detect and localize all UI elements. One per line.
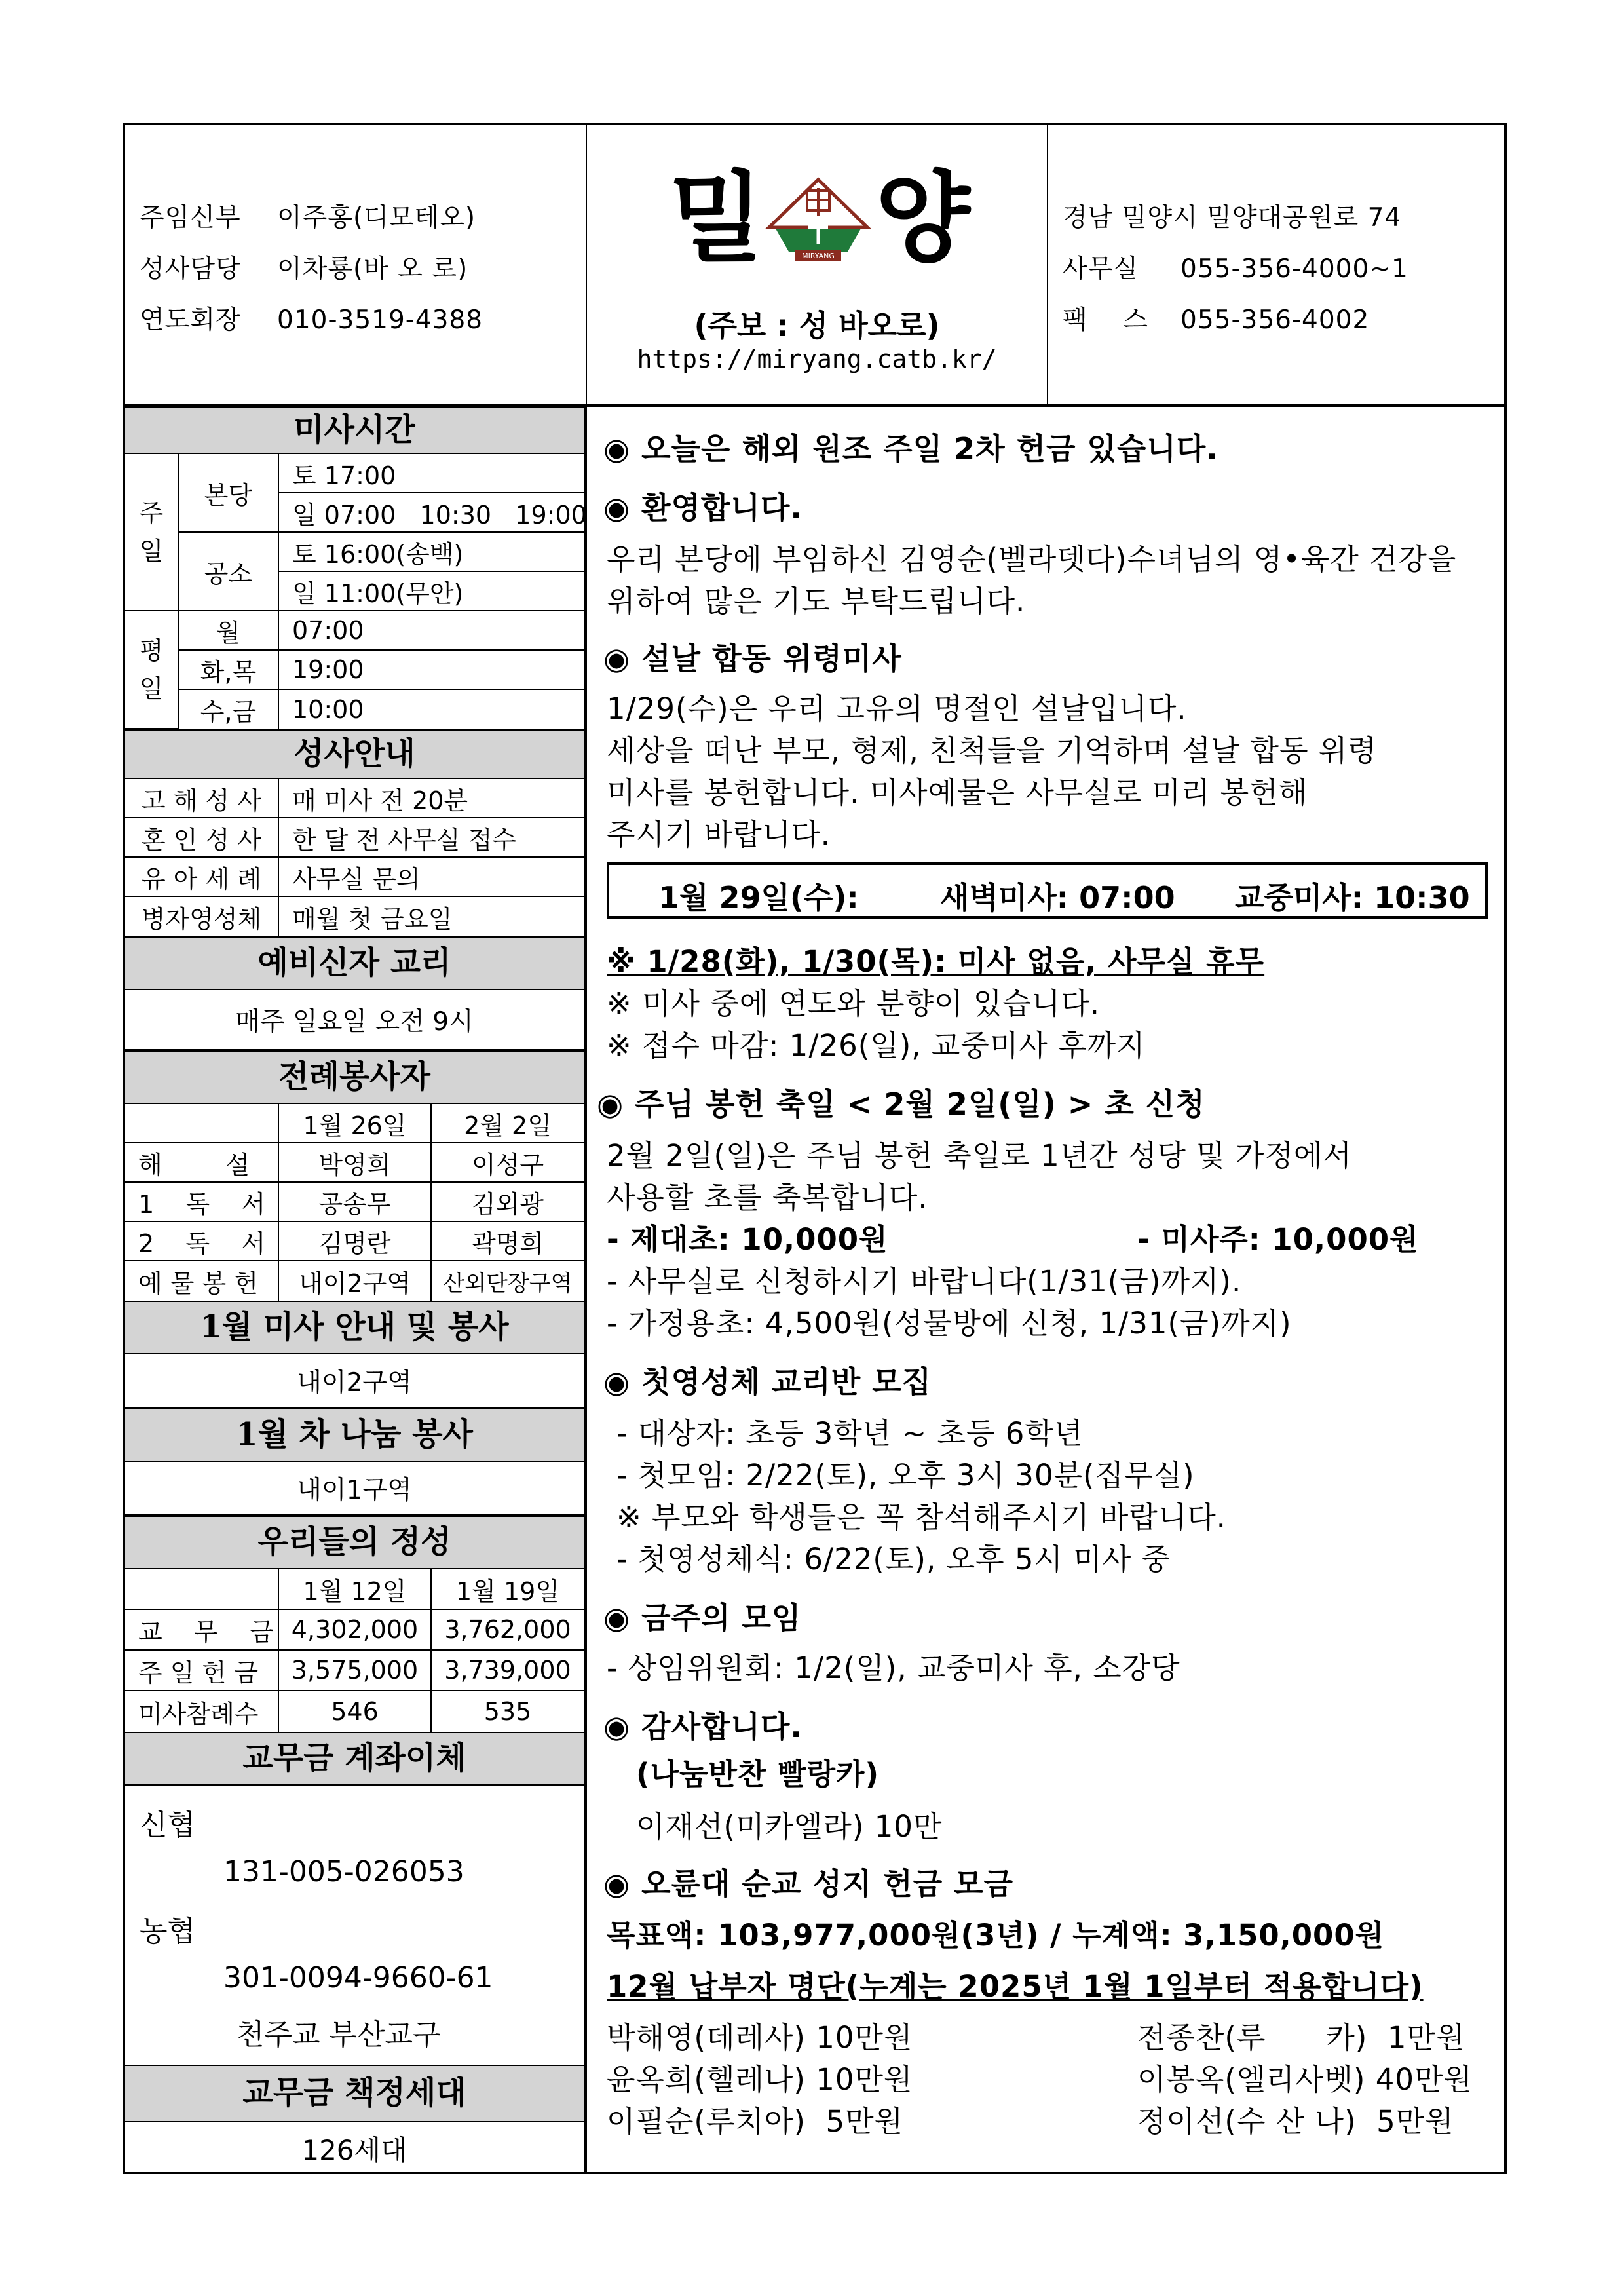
news-7-line-2: 이재선(미카엘라) 10만 (636, 1809, 943, 1844)
liturgy-b-2: 김외광 (432, 1183, 584, 1222)
weekday-time-3: 10:00 (292, 695, 364, 724)
clergy-value-2: 이차룡(바 오 로) (277, 254, 468, 284)
liturgy-role-2: 1 독 서 (125, 1183, 279, 1222)
liturgy-a-3: 김명란 (279, 1222, 432, 1261)
website-url[interactable]: https://miryang.catb.kr/ (637, 345, 997, 373)
weekday-time-1: 07:00 (279, 611, 584, 651)
offering-date-2: 1월 19일 (432, 1569, 584, 1610)
news-6-line-1: - 상임위원회: 1/2(일), 교중미사 후, 소강당 (607, 1651, 1180, 1685)
clergy-label-3: 연도회장 (140, 305, 241, 335)
news-2-line-1: 우리 본당에 부임하신 김영순(벨라뎃다)수녀님의 영•육간 건강을 (607, 542, 1457, 577)
news-3-note-2: ※ 미사 중에 연도와 분향이 있습니다. (607, 986, 1101, 1021)
news-3-title: 설날 합동 위령미사 (641, 641, 902, 676)
weekday-day-2: 화,목 (179, 651, 279, 690)
news-3-line-2: 세상을 떠난 부모, 형제, 친척들을 기억하며 설날 합동 위령 (607, 733, 1377, 768)
news-5-line-1: - 대상자: 초등 3학년 ~ 초등 6학년 (616, 1416, 1084, 1451)
sacrament-value-4: 매월 첫 금요일 (292, 904, 453, 934)
offering-b-2: 3,739,000 (432, 1651, 584, 1691)
news-4-line-2: 사용할 초를 축복합니다. (607, 1180, 928, 1215)
news-3-line-1: 1/29(수)은 우리 고유의 명절인 설날입니다. (607, 691, 1187, 726)
news-item-2 (603, 484, 803, 527)
fax-number: 055-356-4002 (1180, 305, 1370, 335)
office-phone: 055-356-4000~1 (1180, 254, 1408, 284)
offering-a-1: 4,302,000 (279, 1610, 432, 1651)
box-dawn-mass: 새벽미사: 07:00 (940, 880, 1175, 915)
liturgy-b-3: 곽명희 (432, 1222, 584, 1261)
news-2-line-2: 위하여 많은 기도 부탁드립니다. (607, 584, 1026, 619)
donor-1-1: 박해영(데레사) 10만원 (607, 2020, 913, 2055)
donor-3-1: 이필순(루치아) 5만원 (607, 2104, 904, 2139)
title-mil: 밀 (669, 162, 764, 276)
account-1: 131-005-026053 (223, 1855, 464, 1888)
news-8-goal: 목표액: 103,977,000원(3년) / 누계액: 3,150,000원 (607, 1918, 1385, 1953)
mass-time-sun-mission: 일 11:00(무안) (279, 572, 584, 611)
offering-label-1: 교 무 금 (125, 1610, 279, 1651)
sacrament-label-3: 유 아 세 례 (125, 858, 279, 897)
sacrament-value-2: 한 달 전 사무실 접수 (279, 818, 584, 858)
liturgy-heading: 전례봉사자 (125, 1050, 584, 1104)
sacrament-label-1: 고 해 성 사 (125, 779, 279, 818)
bulletin-page (123, 123, 1507, 2174)
liturgy-b-1: 이성구 (432, 1143, 584, 1183)
title-yang: 양 (875, 162, 970, 276)
tea-heading: 1월 차 나눔 봉사 (125, 1408, 584, 1462)
catechumen-schedule: 매주 일요일 오전 9시 (125, 990, 584, 1050)
offering-b-3: 535 (483, 1697, 532, 1726)
news-5-line-4: - 첫영성체식: 6/22(토), 오후 5시 미사 중 (616, 1542, 1171, 1577)
news-5-title: 첫영성체 교리반 모집 (641, 1364, 932, 1400)
news-5-line-3: ※ 부모와 학생들은 꼭 참석해주시기 바랍니다. (616, 1500, 1226, 1535)
news-4-line-5: - 가정용초: 4,500원(성물방에 신청, 1/31(금)까지) (607, 1306, 1292, 1341)
news-column (587, 407, 1504, 2172)
liturgy-date-1: 1월 26일 (279, 1104, 432, 1143)
news-5-line-2: - 첫모임: 2/22(토), 오후 3시 30분(집무실) (616, 1458, 1195, 1493)
clergy-value-1: 이주홍(디모테오) (277, 203, 476, 233)
logo-text: MIRYANG (802, 252, 835, 260)
header-contact (1048, 125, 1504, 404)
weekday-label: 평 일 (125, 611, 179, 729)
liturgy-b-4: 산외단장구역 (443, 1270, 573, 1297)
sunday-label: 주 일 (125, 454, 179, 611)
offering-a-3: 546 (279, 1691, 432, 1732)
liturgy-role-4: 예 물 봉 헌 (125, 1261, 279, 1301)
mass-time-sat-mission: 토 16:00(송백) (279, 533, 584, 572)
sacrament-label-2: 혼 인 성 사 (125, 818, 279, 858)
header-title (587, 125, 1048, 404)
office-label: 사무실 (1063, 254, 1139, 284)
news-item-3 (603, 635, 902, 678)
mass-place-mission: 공소 (179, 533, 279, 611)
box-date: 1월 29일(수): (658, 880, 859, 915)
lunar-mass-box (607, 862, 1488, 919)
mass-time-sat-main: 토 17:00 (279, 454, 584, 493)
bullet-icon: ◉ (603, 1866, 631, 1902)
donor-2-2: 이봉옥(엘리사벳) 40만원 (1137, 2062, 1473, 2097)
bullet-icon: ◉ (603, 641, 631, 676)
liturgy-a-4: 내이2구역 (279, 1261, 432, 1301)
offering-a-2: 3,575,000 (279, 1651, 432, 1691)
address: 경남 밀양시 밀양대공원로 74 (1063, 203, 1402, 233)
mass-place-main: 본당 (179, 454, 279, 533)
offering-b-1: 3,762,000 (432, 1610, 584, 1651)
bullet-icon: ◉ (603, 1709, 631, 1744)
news-4-mass-wine: - 미사주: 10,000원 (1137, 1222, 1419, 1257)
news-4-altar-candle: - 제대초: 10,000원 (607, 1222, 888, 1257)
church-logo-icon (763, 176, 874, 265)
jan-mass-heading: 1월 미사 안내 및 봉사 (125, 1301, 584, 1354)
weekday-day-3: 수,금 (179, 690, 279, 729)
bullet-icon: ◉ (603, 490, 631, 526)
donor-1-2: 전종찬(루 카) 1만원 (1137, 2020, 1465, 2055)
sacrament-label-4: 병자영성체 (125, 897, 279, 936)
liturgy-a-2: 공송무 (279, 1183, 432, 1222)
weekday-time-2: 19:00 (279, 651, 584, 690)
catechumen-heading: 예비신자 교리 (125, 936, 584, 990)
bulletin-subtitle: (주보 : 성 바오로) (694, 308, 940, 343)
news-4-line-4: - 사무실로 신청하시기 바랍니다(1/31(금)까지). (607, 1264, 1242, 1299)
offering-heading: 우리들의 정성 (125, 1516, 584, 1569)
news-3-note-3: ※ 접수 마감: 1/26(일), 교중미사 후까지 (607, 1028, 1146, 1063)
sacrament-value-1: 매 미사 전 20분 (279, 779, 584, 818)
news-item-1 (603, 425, 1218, 469)
left-column (125, 407, 587, 2172)
news-6-title: 금주의 모임 (641, 1600, 802, 1636)
bullet-icon: ◉ (603, 1364, 631, 1400)
account-heading: 교무금 계좌이체 (125, 1732, 584, 1786)
bank-2: 농협 (140, 1915, 196, 1948)
donor-3-2: 정이선(수 산 나) 5만원 (1137, 2104, 1454, 2139)
news-3-note-1: ※ 1/28(화), 1/30(목): 미사 없음, 사무실 휴무 (607, 944, 1265, 979)
sacrament-heading: 성사안내 (125, 729, 584, 779)
households-heading: 교무금 책정세대 (125, 2065, 584, 2122)
account-holder: 천주교 부산교구 (236, 2018, 441, 2052)
sacrament-value-3: 사무실 문의 (279, 858, 584, 897)
news-item-5 (603, 1358, 932, 1402)
offering-date-1: 1월 12일 (279, 1569, 432, 1610)
households-count: 126세대 (301, 2134, 407, 2166)
news-7-line-1: (나눔반찬 빨랑카) (636, 1757, 880, 1791)
news-4-title: 주님 봉헌 축일 < 2월 2일(일) > 초 신청 (635, 1086, 1205, 1122)
donor-2-1: 윤옥희(헬레나) 10만원 (607, 2062, 913, 2097)
mass-time-sun-main: 일 07:00 10:30 19:00 (279, 493, 584, 533)
bullet-icon: ◉ (603, 431, 631, 467)
news-3-line-4: 주시기 바랍니다. (607, 817, 831, 852)
news-1-text: 오늘은 해외 원조 주일 2차 헌금 있습니다. (641, 431, 1218, 467)
liturgy-role-3: 2 독 서 (125, 1222, 279, 1261)
news-7-title: 감사합니다. (641, 1709, 803, 1744)
clergy-label-2: 성사담당 (140, 254, 241, 284)
news-item-7 (603, 1703, 803, 1746)
news-item-4 (597, 1081, 1205, 1124)
bank-1: 신협 (140, 1808, 196, 1842)
news-3-line-3: 미사를 봉헌합니다. 미사예물은 사무실로 미리 봉헌해 (607, 775, 1308, 810)
news-4-line-1: 2월 2일(일)은 주님 봉헌 축일로 1년간 성당 및 가정에서 (607, 1138, 1352, 1173)
news-8-list-title: 12월 납부자 명단(누계는 2025년 1월 1일부터 적용합니다) (607, 1969, 1424, 2004)
header (125, 125, 1504, 407)
news-8-title: 오륜대 순교 성지 헌금 모금 (641, 1866, 1014, 1902)
bullet-icon: ◉ (597, 1086, 624, 1122)
news-2-title: 환영합니다. (641, 490, 803, 526)
clergy-value-3: 010-3519-4388 (277, 305, 483, 335)
box-main-mass: 교중미사: 10:30 (1235, 880, 1470, 915)
offering-label-2: 주 일 헌 금 (125, 1651, 279, 1691)
tea-group: 내이1구역 (125, 1462, 584, 1516)
account-2: 301-0094-9660-61 (223, 1961, 493, 1995)
news-item-8 (603, 1860, 1013, 1904)
clergy-label-1: 주임신부 (140, 203, 241, 233)
offering-label-3: 미사참례수 (125, 1691, 279, 1732)
mass-times-heading: 미사시간 (125, 407, 584, 454)
liturgy-a-1: 박영희 (279, 1143, 432, 1183)
liturgy-date-2: 2월 2일 (432, 1104, 584, 1143)
weekday-day-1: 월 (179, 611, 279, 651)
bullet-icon: ◉ (603, 1600, 631, 1636)
header-clergy (125, 125, 587, 404)
jan-mass-group: 내이2구역 (125, 1354, 584, 1408)
fax-label: 팩 스 (1063, 305, 1148, 335)
news-item-6 (603, 1594, 801, 1637)
liturgy-role-1: 해 설 (125, 1143, 279, 1183)
